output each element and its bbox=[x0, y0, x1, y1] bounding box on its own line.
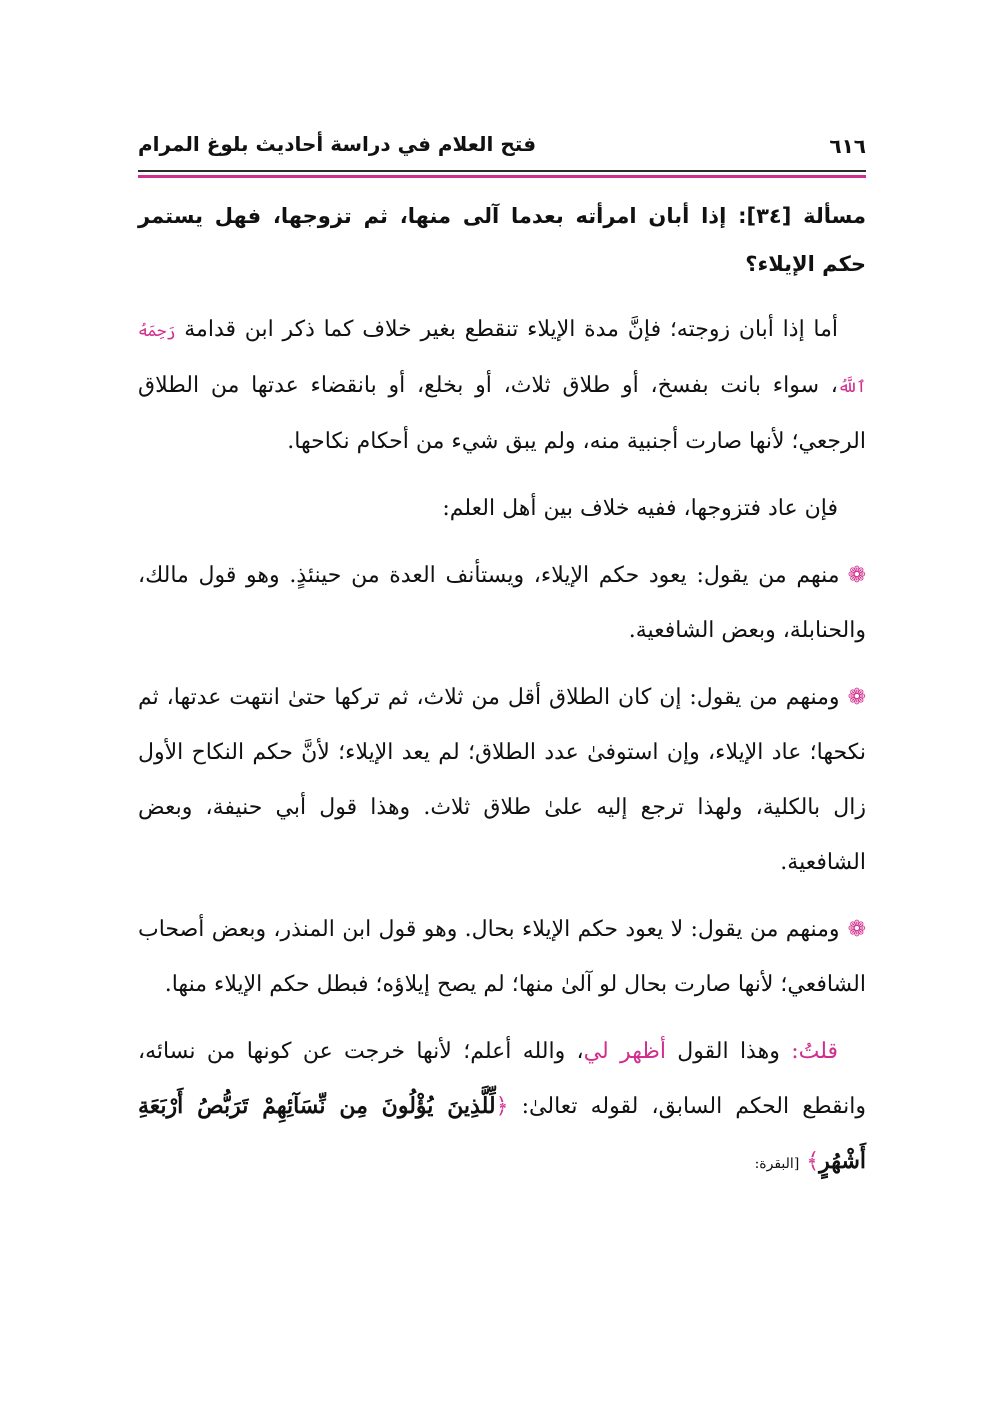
author-conclusion bbox=[138, 1024, 866, 1192]
quran-reference: [البقرة: bbox=[754, 1156, 800, 1172]
quran-close-bracket: ﴾ bbox=[806, 1149, 820, 1174]
page-body bbox=[138, 192, 866, 1204]
opinion-1-text: منهم من يقول: يعود حكم الإيلاء، ويستأنف العدة من حينئذٍ. وهو قول مالك، والحنابلة، وبعض الشافعية. bbox=[138, 563, 866, 643]
opinion-1 bbox=[138, 548, 866, 658]
question-text: إذا أبان امرأته بعدما آلى منها، ثم تزوجها، فهل يستمر حكم الإيلاء؟ bbox=[138, 204, 866, 276]
quran-verse: لِّلَّذِينَ يُؤْلُونَ مِن نِّسَآئِهِمْ تَرَبُّصُ أَرْبَعَةِ أَشْهُرٍ bbox=[138, 1093, 866, 1174]
opinion-2 bbox=[138, 670, 866, 890]
qult-label: قلتُ: bbox=[791, 1039, 839, 1064]
flower-ornament-icon: ❁ bbox=[847, 685, 866, 710]
conclusion-highlight: أظهر لي bbox=[583, 1039, 666, 1064]
flower-ornament-icon: ❁ bbox=[847, 563, 866, 588]
header-accent-rule bbox=[138, 175, 866, 178]
question-label: مسألة [٣٤]: bbox=[738, 204, 866, 228]
page-header bbox=[138, 128, 866, 168]
flower-ornament-icon: ❁ bbox=[847, 917, 866, 942]
running-title: فتح العلام في دراسة أحاديث بلوغ المرام bbox=[138, 132, 537, 156]
opinion-3 bbox=[138, 902, 866, 1012]
paragraph-2: فإن عاد فتزوجها، ففيه خلاف بين أهل العلم: bbox=[442, 496, 838, 521]
paragraph-1-part-2: ، سواء بانت بفسخ، أو طلاق ثلاث، أو بخلع، أو بانقضاء عدتها من الطلاق الرجعي؛ لأنها صارت أجنبية منه، ولم يبق شيء من أحكام نكاحها. bbox=[138, 373, 866, 454]
conclusion-part-1: وهذا القول bbox=[665, 1039, 792, 1064]
honorific-glyph: رَحِمَهُ ٱللَّهُ bbox=[138, 321, 866, 396]
question-heading bbox=[138, 192, 866, 288]
page-number: ٦١٦ bbox=[829, 134, 866, 158]
paragraph-1-part-1: أما إذا أبان زوجته؛ فإنَّ مدة الإيلاء تنقطع بغير خلاف كما ذكر ابن قدامة bbox=[184, 317, 839, 342]
opinion-2-text: ومنهم من يقول: إن كان الطلاق أقل من ثلاث، ثم تركها حتىٰ انتهت عدتها، ثم نكحها؛ عاد الإيلاء، وإن استوفىٰ عدد الطلاق؛ لم يعد الإيلاء؛ لأنَّ حكم النكاح الأول زال بالكلية، ولهذا ترجع إليه علىٰ طلاق ثلاث. وهذا قول أبي حنيفة، وبعض الشافعية. bbox=[138, 685, 866, 875]
paragraph-1 bbox=[138, 302, 866, 469]
conclusion-part-2: ، والله أعلم؛ لأنها خرجت عن كونها من نسائه، وانقطع الحكم السابق، لقوله تعالىٰ: bbox=[138, 1039, 866, 1119]
quran-open-bracket: ﴿ bbox=[495, 1094, 509, 1119]
opinion-3-text: ومنهم من يقول: لا يعود حكم الإيلاء بحال. وهو قول ابن المنذر، وبعض أصحاب الشافعي؛ لأنها صارت بحال لو آلىٰ منها؛ لم يصح إيلاؤه؛ فبطل حكم الإيلاء منها. bbox=[138, 917, 866, 997]
header-rule bbox=[138, 170, 866, 172]
